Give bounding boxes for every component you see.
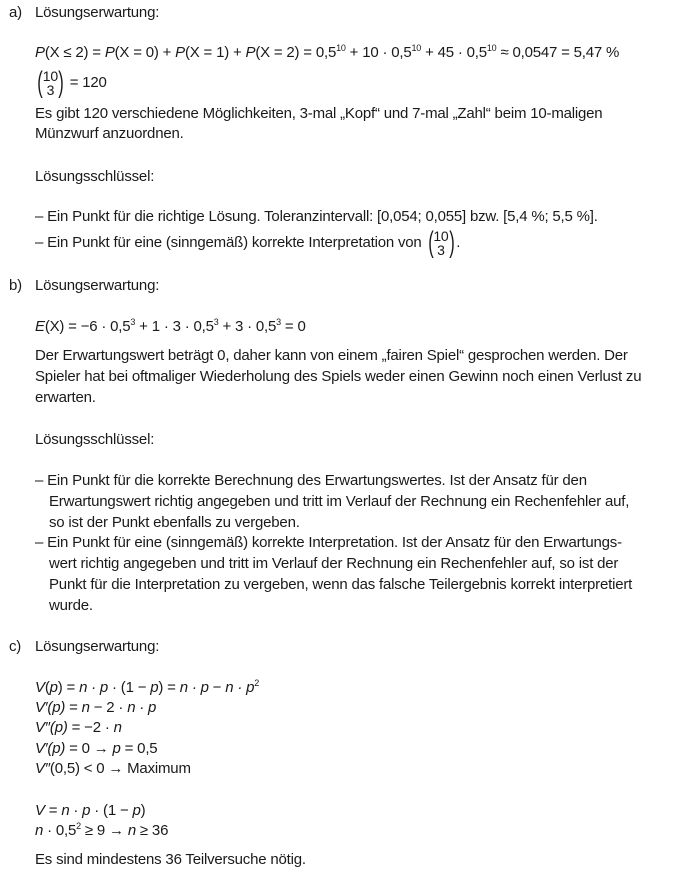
part-c-variance-formula: $V(p) = n \cdot p \cdot (1 - p) = n \cdot p - n \cdot p^2$ [35, 678, 260, 696]
part-b-key-item-2: – Ein Punkt für eine (sinngemäß) korrekte Interpretation. Ist der Ansatz für den Erwartungs- [35, 534, 622, 551]
part-a-key-item: – Ein Punkt für die richtige Lösung. Toleranzintervall: [0,054; 0,055] bzw. [5,4 %; 5,5 %]. [35, 208, 598, 225]
part-b-key-item-2-cont: wurde. [49, 597, 93, 614]
part-b-text-line: erwarten. [35, 389, 96, 406]
part-a-text-line: Münzwurf anzuordnen. [35, 125, 184, 142]
part-a-text-line: Es gibt 120 verschiedene Möglichkeiten, 3-mal „Kopf“ und 7-mal „Zahl“ beim 10-maligen [35, 105, 603, 122]
part-c-second-derivative: V″(p) = −2 · n [35, 719, 122, 736]
part-b-text-line: Der Erwartungswert beträgt 0, daher kann von einem „fairen Spiel“ gesprochen werden. Der [35, 347, 628, 364]
part-a-label: a) [9, 4, 22, 21]
part-a-key-item: – Ein Punkt für eine (sinngemäß) korrekte Interpretation von ( 10 3 ) . [35, 226, 461, 259]
part-c-first-derivative: V′(p) = n − 2 · n · p [35, 699, 157, 716]
part-c-critical-point: V′(p) = 0 → p = 0,5 [35, 740, 158, 757]
part-b-key-item-2-cont: Punkt für die Interpretation zu vergeben, wenn das falsche Teilergebnis korrekt interpretiert [49, 576, 633, 593]
part-b-heading: Lösungserwartung: [35, 277, 160, 294]
part-b-key-item-1-cont: Erwartungswert richtig angegeben und tritt im Verlauf der Rechnung ein Rechenfehler auf, [49, 493, 630, 510]
part-a-heading: Lösungserwartung: [35, 4, 160, 21]
part-b-label: b) [9, 277, 22, 294]
part-b-key-heading: Lösungsschlüssel: [35, 431, 155, 448]
part-c-maximum-check: V″(0,5) < 0 → Maximum [35, 760, 191, 777]
part-a-probability-formula: $P(X \le 2) = P(X = 0) + P(X = 1) + P(X = 2) = 0,5^{10} + 10 \cdot 0,5^{10} + 45 \cdot 0,5^{10} \approx 0,0547 = 5,47$ % [35, 43, 620, 61]
part-c-variance-restated: V = n · p · (1 − p) [35, 802, 146, 819]
part-c-label: c) [9, 638, 22, 655]
part-b-text-line: Spieler hat bei oftmaliger Wiederholung des Spiels weder einen Gewinn noch einen Verlust zu [35, 368, 642, 385]
part-b-key-item-1-cont: so ist der Punkt ebenfalls zu vergeben. [49, 514, 300, 531]
part-a-key-heading: Lösungsschlüssel: [35, 168, 155, 185]
part-b-expectation-formula: $E(X) = -6 \cdot 0,5^3 + 1 \cdot 3 \cdot 0,5^3 + 3 \cdot 0,5^3 = 0$ [35, 317, 306, 335]
part-c-conclusion: Es sind mindestens 36 Teilversuche nötig. [35, 851, 306, 868]
part-b-key-item-1: – Ein Punkt für die korrekte Berechnung des Erwartungswertes. Ist der Ansatz für den [35, 472, 587, 489]
part-c-heading: Lösungserwartung: [35, 638, 160, 655]
part-a-binomial-coefficient: ( 10 3 ) = 120 [37, 66, 107, 99]
part-c-inequality: $n \cdot 0,5^2 \ge 9 \to n \ge 36$ [35, 821, 169, 839]
part-b-key-item-2-cont: wert richtig angegeben und tritt im Verlauf der Rechnung ein Rechenfehler auf, so ist der [49, 555, 619, 572]
